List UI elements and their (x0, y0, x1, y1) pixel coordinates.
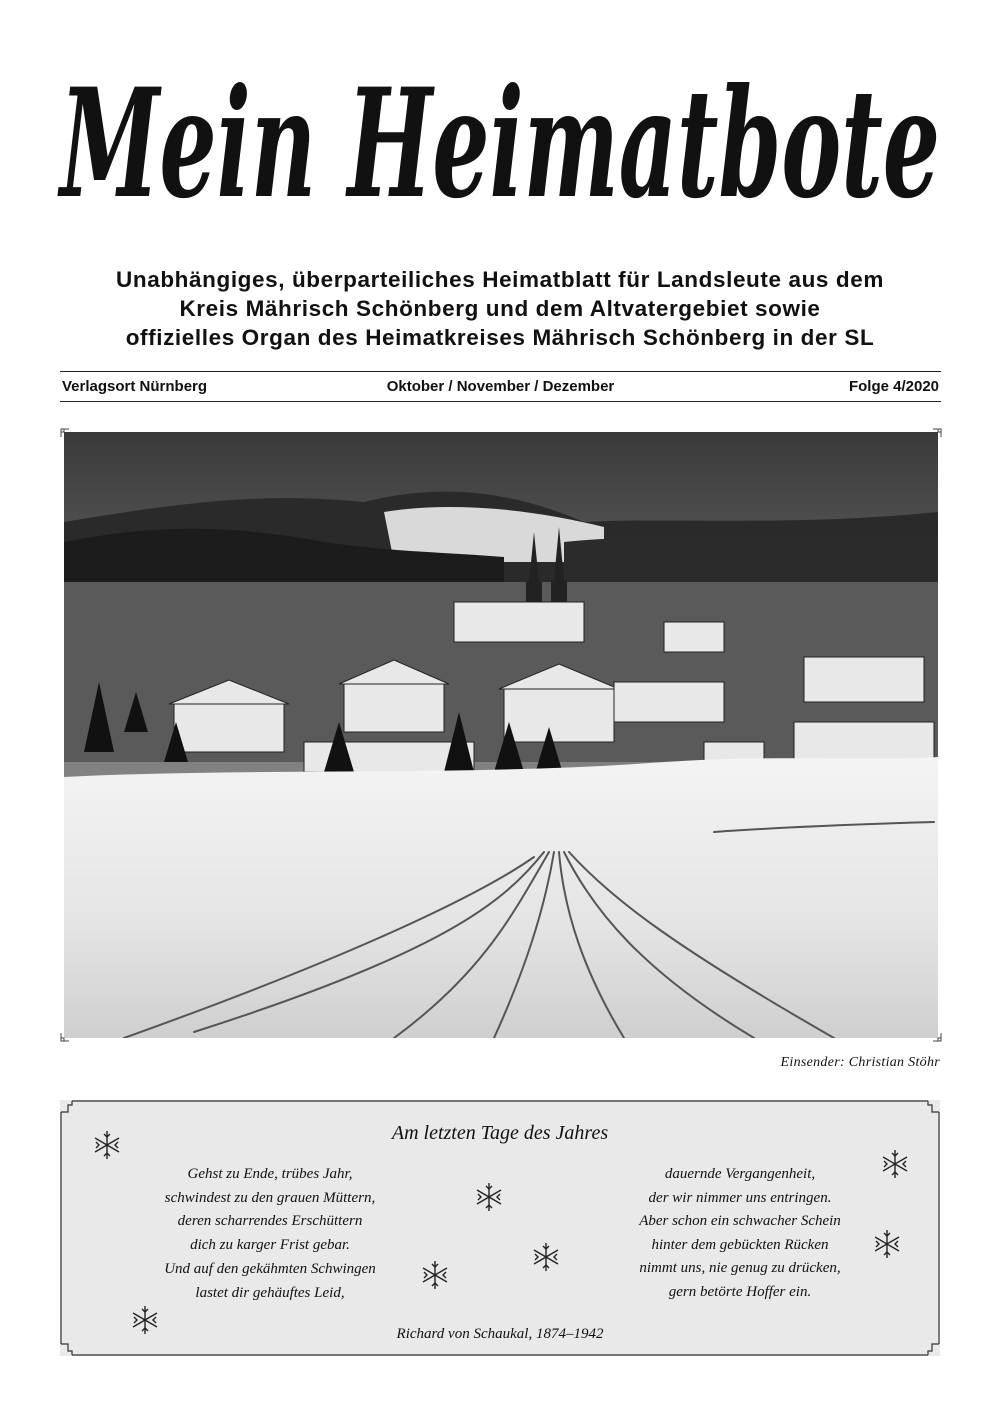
poem-line: dich zu karger Frist gebar. (190, 1236, 350, 1253)
poem-line: deren scharrendes Erschüttern (177, 1213, 363, 1229)
subtitle (40, 265, 960, 352)
snowflake-icon (90, 1128, 124, 1162)
corner-ornament-icon (60, 1032, 70, 1042)
poem-stanza (590, 1163, 890, 1210)
poem-line: lastet dir gehäuftes Leid, (195, 1284, 345, 1301)
poem-line: der wir nimmer uns entringen. (648, 1189, 832, 1206)
winter-village-photo (64, 432, 938, 1038)
poem-line: gern betörte Hoffer ein. (668, 1283, 812, 1300)
issue-info-bar (60, 371, 941, 402)
poem-line: Und auf den gekähmten Schwingen (164, 1261, 376, 1277)
poem-line: dauernde Vergangenheit, (664, 1166, 816, 1182)
issue-number: Folge 4/2020 (848, 378, 939, 395)
snowflake-icon (418, 1258, 452, 1292)
poem-stanza (120, 1258, 420, 1305)
publication-place: Verlagsort Nürnberg (62, 378, 208, 395)
photo-credit: Einsender: Christian Stöhr (780, 1055, 940, 1070)
poem-line: schwindest zu den grauen Müttern, (164, 1189, 376, 1206)
poem-title: Am letzten Tage des Jahres (391, 1122, 609, 1144)
poem-author: Richard von Schaukal, 1874–1942 (396, 1326, 604, 1342)
masthead-title: Mein Heimatbote (57, 56, 941, 232)
poem-stanza (590, 1210, 890, 1304)
snowflake-icon (128, 1303, 162, 1337)
poem-line: nimmt uns, nie genug zu drücken, (639, 1260, 841, 1276)
snowflake-icon (878, 1147, 912, 1181)
poem-line: hinter dem gebückten Rücken (651, 1236, 829, 1253)
corner-ornament-icon (932, 1032, 942, 1042)
issue-months: Oktober / November / Dezember (386, 378, 615, 395)
corner-ornament-icon (932, 428, 942, 438)
poem-line: Gehst zu Ende, trübes Jahr, (187, 1166, 353, 1182)
subtitle-line: Unabhängiges, überparteiliches Heimatblatt für Landsleute aus dem (116, 267, 884, 292)
poem-box (60, 1100, 940, 1356)
poem-line: Aber schon ein schwacher Schein (639, 1213, 841, 1229)
snowflake-icon (472, 1180, 506, 1214)
masthead (55, 28, 945, 253)
snowflake-icon (870, 1227, 904, 1261)
cover-photo-frame (60, 428, 942, 1042)
snowflake-icon (529, 1240, 563, 1274)
subtitle-line: offizielles Organ des Heimatkreises Mährisch Schönberg in der SL (125, 325, 875, 350)
poem-stanza (120, 1163, 420, 1257)
subtitle-line: Kreis Mährisch Schönberg und dem Altvatergebiet sowie (179, 296, 821, 321)
corner-ornament-icon (60, 428, 70, 438)
